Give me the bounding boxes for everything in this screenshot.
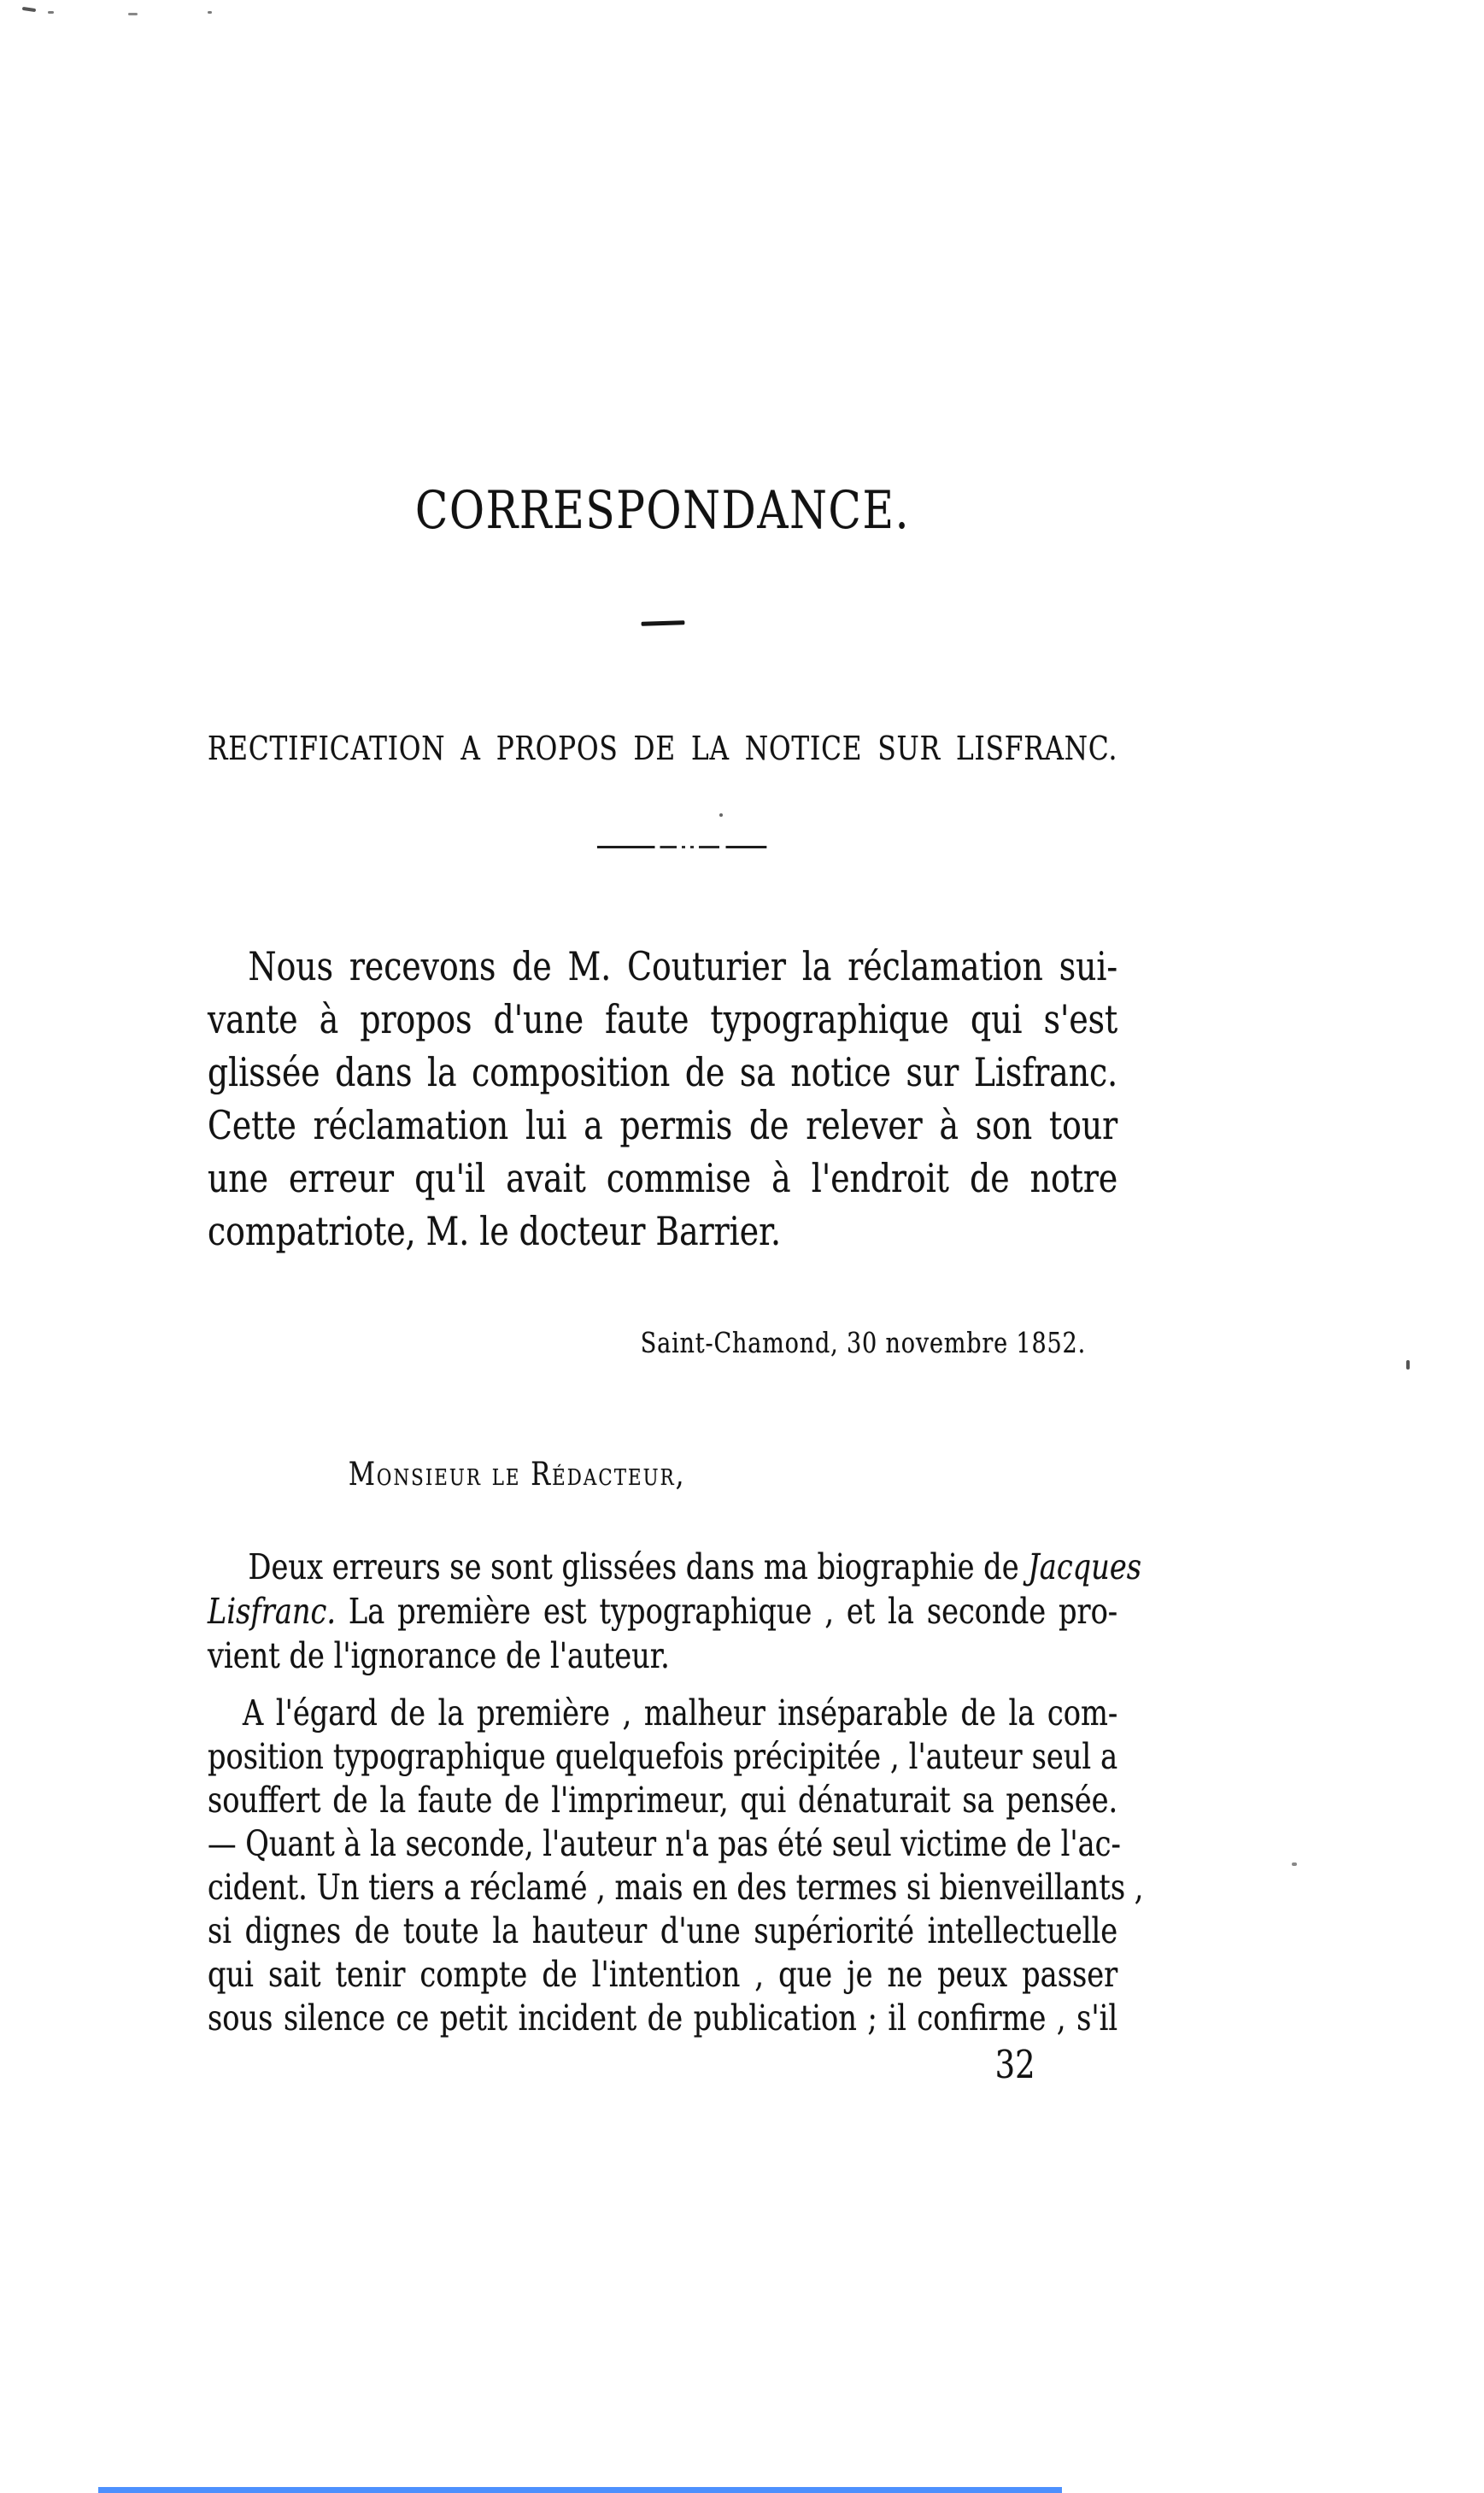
letter-line: vient de l'ignorance de l'auteur. [208, 1635, 670, 1676]
letter-line: qui sait tenir compte de l'intention , que je ne peux passer [208, 1954, 1118, 1995]
bottom-blue-bar [98, 2487, 1062, 2493]
letter-paragraph-2 [208, 1692, 1144, 2040]
noise-speck [1406, 1360, 1410, 1370]
italic-name: Lisfranc. [208, 1591, 337, 1632]
letter-line: si dignes de toute la hauteur d'une supériorité intellectuelle [208, 1910, 1118, 1951]
letter-line: sous silence ce petit incident de publication ; il confirme , s'il [208, 1997, 1118, 2038]
letter-line: — Quant à la seconde, l'auteur n'a pas été seul victime de l'ac- [208, 1823, 1121, 1864]
intro-paragraph [208, 940, 1117, 1258]
intro-line: vante à propos d'une faute typographique qui s'est [208, 996, 1118, 1042]
page-title: CORRESPONDANCE. [415, 480, 911, 541]
noise-speck [1292, 1862, 1297, 1866]
intro-line: glissée dans la composition de sa notice sur Lisfranc. [208, 1049, 1118, 1095]
letter-line: position typographique quelquefois précipitée , l'auteur seul a [208, 1736, 1118, 1777]
noise-speck [48, 11, 54, 14]
letter-dateline: Saint-Chamond, 30 novembre 1852. [640, 1326, 1086, 1359]
intro-line: une erreur qu'il avait commise à l'endroit de notre [208, 1155, 1118, 1201]
letter-line [208, 1589, 1117, 1634]
letter-paragraph-1 [208, 1545, 1141, 1678]
title-divider-dash [641, 620, 684, 626]
letter-line: A l'égard de la première , malheur inséparable de la com- [243, 1692, 1118, 1733]
letter-salutation: Monsieur le Rédacteur, [348, 1456, 686, 1493]
letter-line: souffert de la faute de l'imprimeur, qui dénaturait sa pensée. [208, 1780, 1118, 1821]
italic-name: Jacques [1028, 1546, 1141, 1587]
section-rule [597, 846, 766, 848]
letter-line: cident. Un tiers a réclamé , mais en des termes si bienveillants , [208, 1867, 1144, 1908]
letter-line-text: La première est typographique , et la seconde pro- [336, 1591, 1118, 1632]
text-column [208, 0, 1144, 2493]
letter-line [208, 1545, 1141, 1589]
letter-line-text: Deux erreurs se sont glissées dans ma biographie de [248, 1546, 1029, 1587]
page-number: 32 [994, 2042, 1035, 2087]
noise-speck [22, 7, 36, 12]
noise-speck [128, 13, 138, 15]
section-heading: RECTIFICATION A PROPOS DE LA NOTICE SUR LISFRANC. [208, 730, 1118, 767]
intro-line: Nous recevons de M. Couturier la réclamation sui- [248, 943, 1118, 989]
intro-line: compatriote, M. le docteur Barrier. [208, 1208, 781, 1254]
intro-line: Cette réclamation lui a permis de relever à son tour [208, 1102, 1118, 1148]
